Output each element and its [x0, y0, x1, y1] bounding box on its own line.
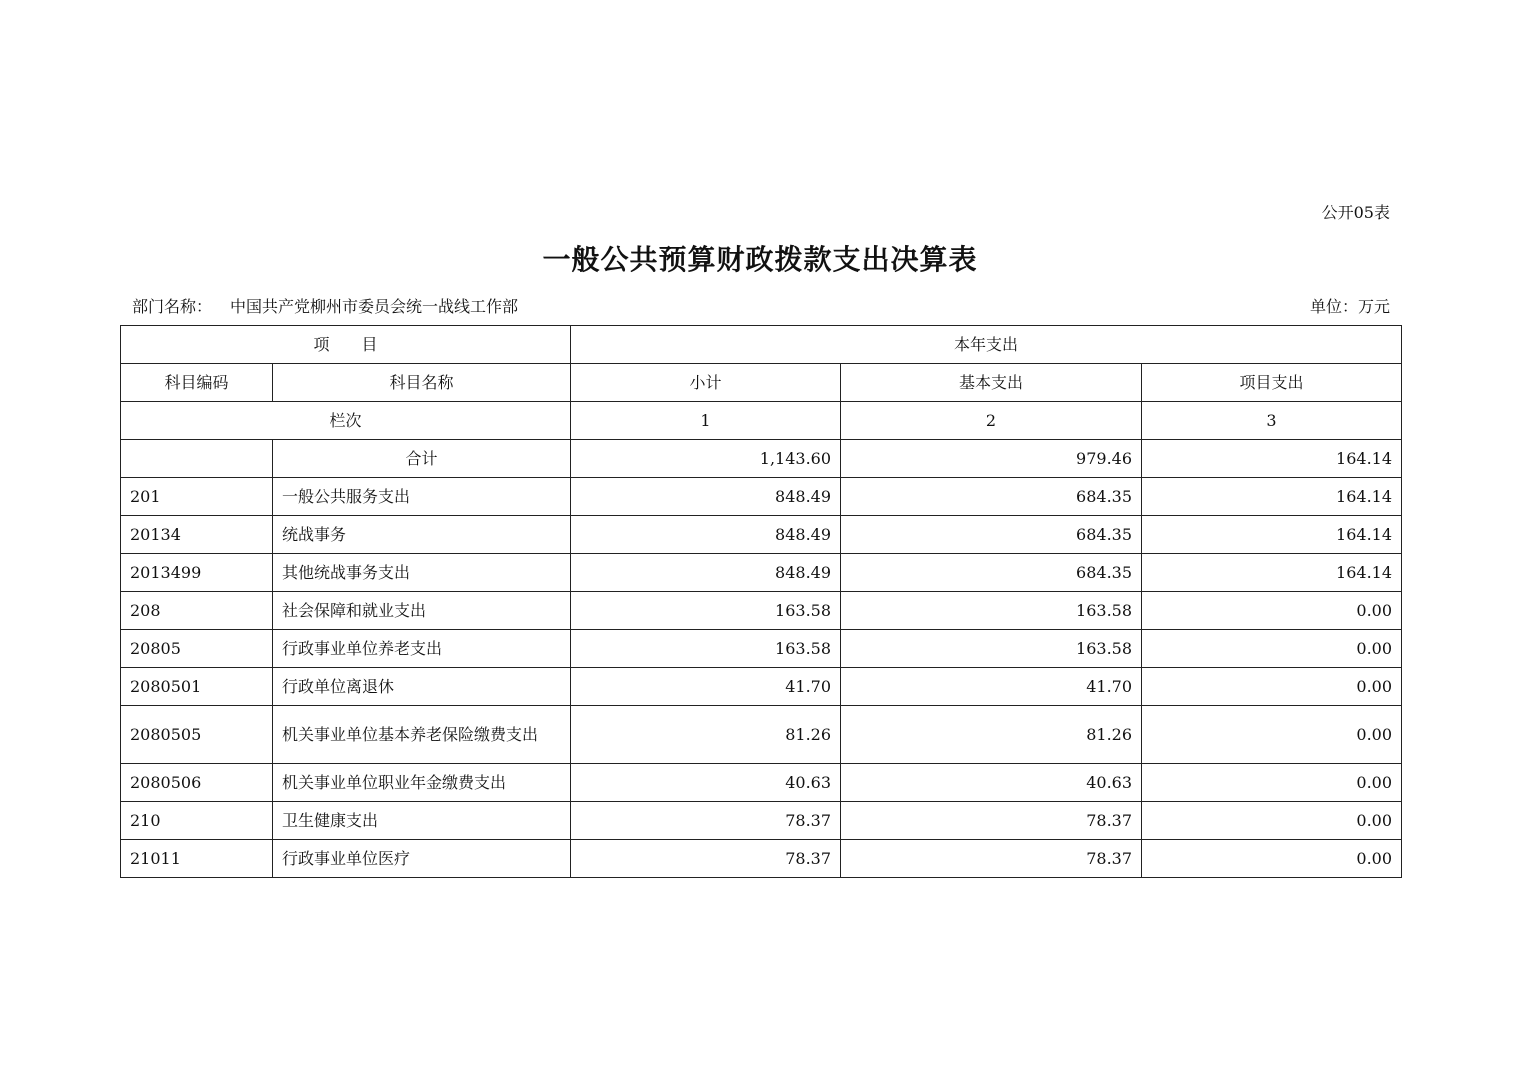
form-number: 公开05表	[1321, 203, 1390, 222]
table-row	[121, 764, 1402, 802]
row-subtotal: 81.26	[571, 706, 841, 764]
table-row	[121, 840, 1402, 878]
total-label: 合计	[273, 440, 571, 478]
row-project: 0.00	[1142, 840, 1402, 878]
row-name: 一般公共服务支出	[273, 478, 571, 516]
total-row	[121, 440, 1402, 478]
row-basic: 684.35	[841, 554, 1142, 592]
table-row	[121, 668, 1402, 706]
header-subtotal: 小计	[571, 364, 841, 402]
unit-label: 单位：万元	[1309, 297, 1390, 316]
row-code: 201	[121, 478, 273, 516]
row-name: 机关事业单位职业年金缴费支出	[273, 764, 571, 802]
row-subtotal: 78.37	[571, 840, 841, 878]
department-label: 部门名称：	[132, 297, 213, 316]
total-basic: 979.46	[841, 440, 1142, 478]
table-row	[121, 554, 1402, 592]
header-item: 项 目	[121, 326, 571, 364]
table-row	[121, 802, 1402, 840]
total-project: 164.14	[1142, 440, 1402, 478]
table-row	[121, 706, 1402, 764]
column-index-label: 栏次	[121, 402, 571, 440]
row-basic: 684.35	[841, 516, 1142, 554]
row-subtotal: 163.58	[571, 592, 841, 630]
row-basic: 163.58	[841, 630, 1142, 668]
column-index-3: 3	[1142, 402, 1402, 440]
row-code: 2080501	[121, 668, 273, 706]
row-project: 0.00	[1142, 764, 1402, 802]
row-code: 2080506	[121, 764, 273, 802]
header-row-1	[121, 326, 1402, 364]
row-code: 21011	[121, 840, 273, 878]
header-code: 科目编码	[121, 364, 273, 402]
row-name: 行政事业单位医疗	[273, 840, 571, 878]
row-name: 行政单位离退休	[273, 668, 571, 706]
table-row	[121, 516, 1402, 554]
row-subtotal: 41.70	[571, 668, 841, 706]
row-code: 20134	[121, 516, 273, 554]
row-name: 卫生健康支出	[273, 802, 571, 840]
total-code-cell	[121, 440, 273, 478]
department-name: 中国共产党柳州市委员会统一战线工作部	[230, 297, 519, 316]
row-subtotal: 848.49	[571, 478, 841, 516]
row-subtotal: 40.63	[571, 764, 841, 802]
row-subtotal: 848.49	[571, 554, 841, 592]
row-project: 0.00	[1142, 802, 1402, 840]
header-name: 科目名称	[273, 364, 571, 402]
header-current-year: 本年支出	[571, 326, 1402, 364]
row-basic: 81.26	[841, 706, 1142, 764]
table-row	[121, 592, 1402, 630]
row-basic: 78.37	[841, 840, 1142, 878]
table-row	[121, 478, 1402, 516]
row-name: 社会保障和就业支出	[273, 592, 571, 630]
row-name: 其他统战事务支出	[273, 554, 571, 592]
row-basic: 163.58	[841, 592, 1142, 630]
row-basic: 40.63	[841, 764, 1142, 802]
row-basic: 684.35	[841, 478, 1142, 516]
row-code: 2013499	[121, 554, 273, 592]
header-basic: 基本支出	[841, 364, 1142, 402]
column-index-row	[121, 402, 1402, 440]
row-subtotal: 78.37	[571, 802, 841, 840]
row-subtotal: 163.58	[571, 630, 841, 668]
row-project: 0.00	[1142, 668, 1402, 706]
row-code: 2080505	[121, 706, 273, 764]
row-project: 0.00	[1142, 706, 1402, 764]
row-project: 164.14	[1142, 516, 1402, 554]
expenditure-table	[120, 325, 1402, 878]
column-index-1: 1	[571, 402, 841, 440]
row-code: 20805	[121, 630, 273, 668]
row-project: 164.14	[1142, 554, 1402, 592]
row-basic: 78.37	[841, 802, 1142, 840]
row-code: 208	[121, 592, 273, 630]
row-subtotal: 848.49	[571, 516, 841, 554]
total-subtotal: 1,143.60	[571, 440, 841, 478]
row-project: 164.14	[1142, 478, 1402, 516]
page-title: 一般公共预算财政拨款支出决算表	[542, 243, 978, 276]
column-index-2: 2	[841, 402, 1142, 440]
row-project: 0.00	[1142, 630, 1402, 668]
row-name: 统战事务	[273, 516, 571, 554]
row-code: 210	[121, 802, 273, 840]
row-project: 0.00	[1142, 592, 1402, 630]
row-name: 机关事业单位基本养老保险缴费支出	[273, 706, 571, 764]
row-basic: 41.70	[841, 668, 1142, 706]
department-line	[132, 294, 518, 317]
header-row-2	[121, 364, 1402, 402]
row-name: 行政事业单位养老支出	[273, 630, 571, 668]
table-row	[121, 630, 1402, 668]
header-project: 项目支出	[1142, 364, 1402, 402]
